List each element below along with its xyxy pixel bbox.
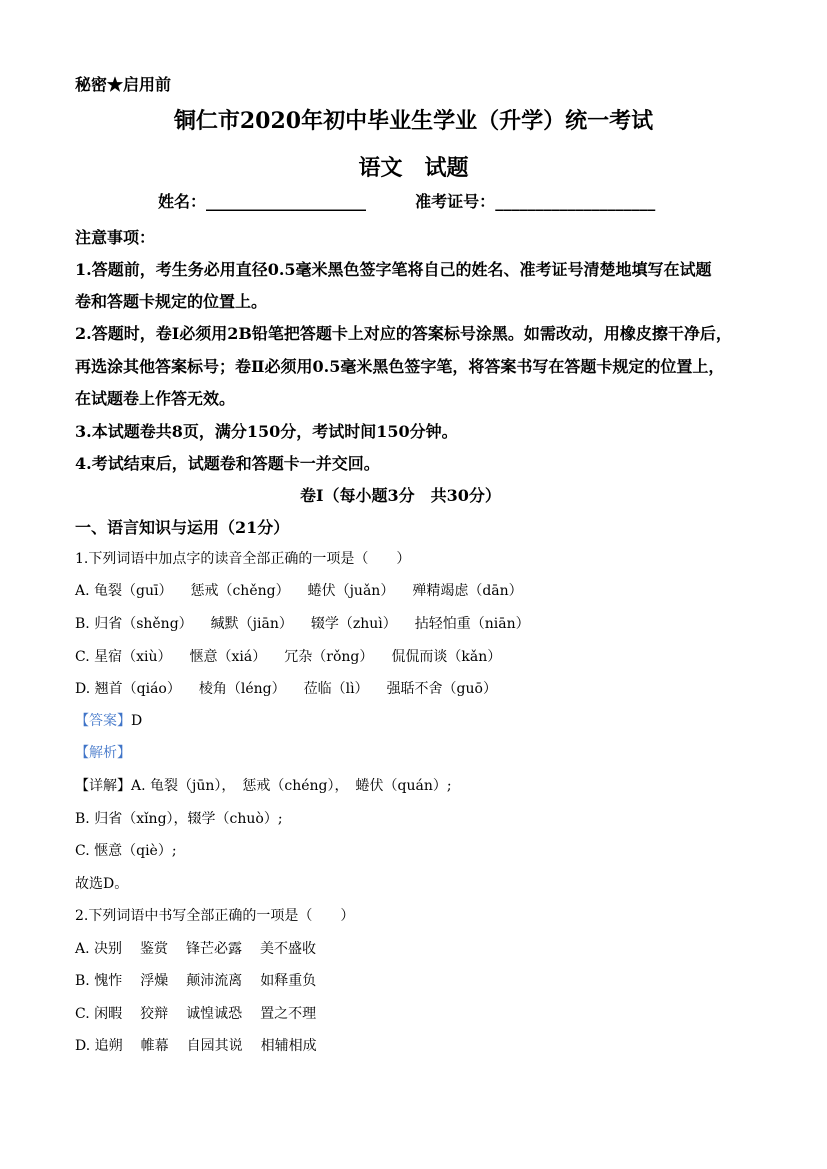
q1-option-c [75, 646, 519, 666]
q1-b-1: B. 归省（shěng） [75, 616, 193, 632]
id-blank: ____________________ [495, 192, 656, 211]
q2-a-4: 美不盛收 [260, 941, 317, 957]
notice-item-2a: 2.答题时，卷Ⅰ必须用2B铅笔把答题卡上对应的答案标号涂黑。如需改动，用橡皮擦干净后， [75, 324, 732, 343]
q2-option-b [75, 970, 334, 990]
q1-c-1: C. 星宿（xiù） [75, 649, 172, 665]
q2-b-4: 如释重负 [260, 973, 317, 989]
confidential-mark: 秘密★启用前 [75, 75, 172, 94]
q1-detail-3: C. 惬意（qiè）; [75, 843, 177, 859]
volume-heading: 卷Ⅰ（每小题3分 共30分） [300, 486, 501, 505]
q2-stem: 2.下列词语中书写全部正确的一项是（ ） [75, 908, 355, 924]
notice-item-4: 4.考试结束后，试题卷和答题卡一并交回。 [75, 454, 380, 473]
notice-heading: 注意事项： [75, 228, 156, 247]
q1-a-4: 殚精竭虑（dān） [412, 583, 523, 599]
q1-b-2: 缄默（jiān） [210, 616, 293, 632]
q2-option-c [75, 1003, 334, 1023]
q2-d-1: D. 追朔 [75, 1038, 123, 1054]
q1-option-a [75, 580, 541, 600]
q1-b-4: 拈轻怕重（niān） [414, 616, 530, 632]
q2-option-d [75, 1035, 335, 1055]
q2-c-3: 诚惶诚恐 [186, 1006, 243, 1022]
notice-item-2c: 在试题卷上作答无效。 [75, 389, 236, 408]
q2-d-4: 相辅相成 [260, 1038, 317, 1054]
q1-a-1: A. 龟裂（guī） [75, 583, 173, 599]
notice-item-1b: 卷和答题卡规定的位置上。 [75, 292, 268, 311]
q1-d-2: 棱角（léng） [198, 681, 286, 697]
q2-b-2: 浮燥 [140, 973, 169, 989]
exam-title: 铜仁市2020年初中毕业生学业（升学）统一考试 [173, 108, 654, 134]
q1-stem: 1.下列词语中加点字的读音全部正确的一项是（ ） [75, 551, 411, 567]
q1-a-2: 惩戒（chěng） [190, 583, 290, 599]
name-blank: ____________________ [206, 192, 367, 211]
q2-d-3: 自园其说 [186, 1038, 243, 1054]
q1-c-2: 惬意（xiá） [189, 649, 267, 665]
name-label: 姓名： [158, 192, 207, 211]
notice-item-1a: 1.答题前，考生务必用直径0.5毫米黑色签字笔将自己的姓名、准考证号清楚地填写在试题 [75, 260, 712, 279]
exam-subtitle: 语文 试题 [358, 155, 469, 181]
q2-c-2: 狡辩 [140, 1006, 169, 1022]
q1-answer [75, 710, 142, 730]
q1-a-3: 蜷伏（juǎn） [307, 583, 395, 599]
notice-item-3: 3.本试题卷共8页，满分150分，考试时间150分钟。 [75, 422, 458, 441]
q2-c-4: 置之不理 [260, 1006, 317, 1022]
q2-b-1: B. 愧怍 [75, 973, 123, 989]
candidate-info [158, 189, 655, 212]
q2-b-3: 颠沛流离 [186, 973, 243, 989]
q1-detail-2: B. 归省（xǐng），辍学（chuò）; [75, 811, 283, 827]
q1-detail-4: 故选D。 [75, 876, 129, 892]
notice-item-2b: 再选涂其他答案标号；卷Ⅱ必须用0.5毫米黑色签字笔，将答案书写在答题卡规定的位置上， [75, 357, 725, 376]
answer-value: D [131, 713, 143, 729]
answer-label: 【答案】 [75, 713, 131, 729]
q2-c-1: C. 闲暇 [75, 1006, 123, 1022]
part-heading: 一、语言知识与运用（21分） [75, 518, 290, 537]
q1-c-3: 冗杂（rǒng） [284, 649, 374, 665]
q1-option-d [75, 678, 515, 698]
q2-a-3: 锋芒必露 [186, 941, 243, 957]
q1-d-4: 强聒不舍（guō） [386, 681, 497, 697]
q1-d-3: 莅临（lì） [303, 681, 369, 697]
id-label: 准考证号： [415, 192, 496, 211]
q1-detail-1: 【详解】A. 龟裂（jūn）， 惩戒（chéng）， 蜷伏（quán）; [75, 778, 452, 794]
q1-d-1: D. 翘首（qiáo） [75, 681, 181, 697]
q2-a-1: A. 决别 [75, 941, 123, 957]
analysis-label: 【解析】 [75, 745, 131, 761]
q2-option-a [75, 938, 334, 958]
q1-b-3: 辍学（zhuì） [310, 616, 397, 632]
q2-a-2: 鉴赏 [140, 941, 169, 957]
q1-option-b [75, 613, 548, 633]
q1-c-4: 侃侃而谈（kǎn） [391, 649, 502, 665]
q2-d-2: 帷幕 [140, 1038, 169, 1054]
